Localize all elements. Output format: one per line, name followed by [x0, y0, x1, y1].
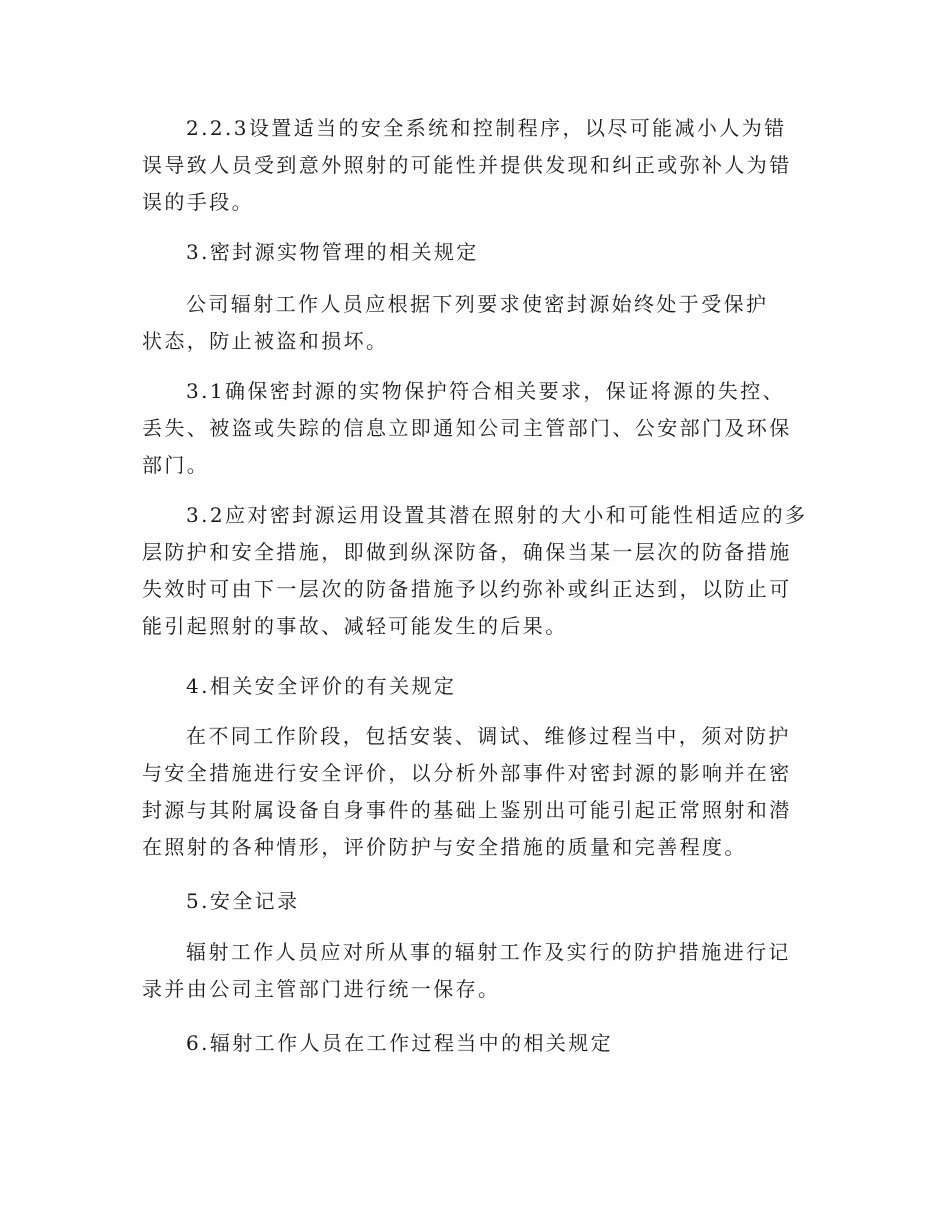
paragraph-3-2: 3.2应对密封源运用设置其潜在照射的大小和可能性相适应的多层防护和安全措施，即做到纵深防备，确保当某一层次的防备措施失效时可由下一层次的防备措施予以约弥补或纠正达到，以防止可能引起照射的事故、减轻可能发生的后果。 — [142, 503, 808, 638]
heading-section-5: 5.安全记录 — [186, 889, 300, 913]
paragraph-section-4-body: 在不同工作阶段，包括安装、调试、维修过程当中，须对防护与安全措施进行安全评价，以分析外部事件对密封源的影响并在密封源与其附属设备自身事件的基础上鉴别出可能引起正常照射和潜在照射的各种情形，评价防护与安全措施的质量和完善程度。 — [142, 724, 792, 859]
paragraph-section-5-body: 辐射工作人员应对所从事的辐射工作及实行的防护措施进行记录并由公司主管部门进行统一保存。 — [142, 940, 791, 1001]
paragraph-section-3-intro: 公司辐射工作人员应根据下列要求使密封源始终处于受保护状态，防止被盗和损坏。 — [142, 292, 769, 353]
paragraph-3-1: 3.1确保密封源的实物保护符合相关要求，保证将源的失控、丢失、被盗或失踪的信息立即通知公司主管部门、公安部门及环保部门。 — [142, 379, 792, 477]
heading-section-4: 4.相关安全评价的有关规定 — [186, 674, 457, 698]
paragraph-2-2-3: 2.2.3设置适当的安全系统和控制程序，以尽可能减小人为错误导致人员受到意外照射的可能性并提供发现和纠正或弥补人为错误的手段。 — [142, 116, 792, 214]
heading-section-3: 3.密封源实物管理的相关规定 — [186, 240, 479, 264]
heading-section-6: 6.辐射工作人员在工作过程当中的相关规定 — [186, 1031, 614, 1055]
